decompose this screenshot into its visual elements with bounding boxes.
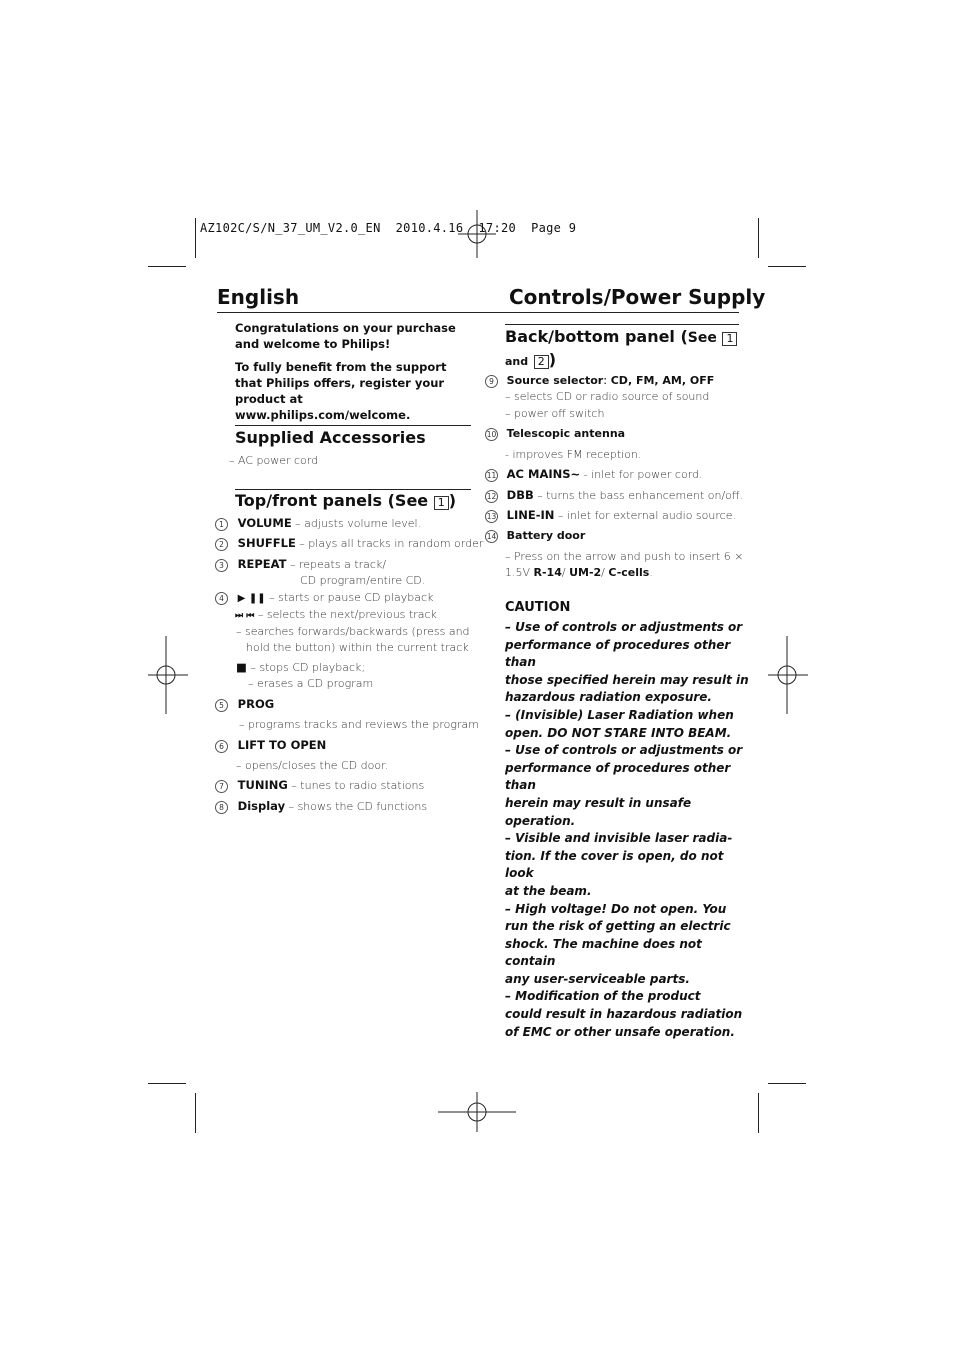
registration-mark-icon [148, 636, 188, 714]
back-bottom-heading-cont [505, 350, 556, 369]
caution-line: – Modification of the product [505, 989, 701, 1004]
caution-line: run the risk of getting an electric [505, 919, 731, 934]
item-number: 7 [215, 780, 228, 793]
item-desc-cont: – programs tracks and reviews the program [239, 718, 479, 731]
item-desc: – stops CD playback; [246, 661, 366, 674]
item-number: 11 [486, 471, 497, 480]
list-item [215, 589, 433, 607]
item-desc: – selects the next/previous track [254, 608, 437, 621]
crop-mark [768, 266, 806, 267]
item-desc-cont: – Press on the arrow and push to insert 6 × [505, 550, 744, 563]
crop-mark [758, 218, 759, 258]
list-item [236, 659, 365, 676]
caution-line: performance of procedures other than [505, 760, 731, 793]
figure-ref: 2 [534, 355, 549, 369]
crop-mark [195, 218, 196, 258]
caution-line: tion. If the cover is open, do not look [505, 848, 724, 881]
figure-ref: 1 [722, 332, 737, 346]
list-item [215, 777, 424, 794]
caution-line: – Visible and invisible laser radia- [505, 831, 733, 846]
item-number: 13 [486, 512, 497, 521]
list-item [485, 425, 625, 442]
item-desc: – repeats a track/ [286, 558, 387, 571]
list-item [215, 535, 483, 552]
crop-mark [758, 1093, 759, 1133]
list-item [215, 556, 386, 573]
item-desc: – plays all tracks in random order [295, 537, 484, 550]
crop-mark [195, 1093, 196, 1133]
item-desc-cont: hold the button) within the current track [246, 641, 469, 654]
section-rule [505, 324, 739, 325]
caution-line: open. DO NOT STARE INTO BEAM. [505, 725, 732, 740]
caution-line: – Use of controls or adjustments or [505, 743, 743, 758]
caution-line: could result in hazardous radiation [505, 1007, 743, 1022]
item-desc-cont: – opens/closes the CD door. [236, 759, 389, 772]
item-number: 5 [215, 699, 228, 712]
item-number: 3 [215, 559, 228, 572]
item-label: Telescopic antenna [506, 427, 626, 440]
list-item [215, 515, 421, 532]
item-desc-cont: CD program/entire CD. [300, 574, 426, 587]
item-label: SHUFFLE [237, 536, 296, 550]
list-item [485, 507, 736, 524]
list-item [485, 372, 714, 389]
see-text: See [687, 330, 717, 346]
item-label: VOLUME [237, 516, 292, 530]
item-label: LINE-IN [506, 508, 555, 522]
item-desc-cont: – selects CD or radio source of sound [505, 390, 710, 403]
accessories-heading: Supplied Accessories [235, 428, 426, 447]
list-item [485, 487, 743, 504]
item-label-values: CD, FM, AM, OFF [610, 374, 715, 387]
figure-ref: 1 [434, 496, 449, 510]
heading-close: ) [448, 491, 457, 510]
item-desc-cont: - improves FM reception. [505, 448, 642, 461]
item-desc: – inlet for external audio source. [554, 509, 736, 522]
caution-body [505, 619, 750, 1041]
voltage-text: 1.5V [505, 566, 534, 579]
caution-line: – (Invisible) Laser Radiation when [505, 707, 734, 722]
print-slug: AZ102C/S/N_37_UM_V2.0_EN 2010.4.16 17:20 Page 9 [200, 221, 577, 235]
caution-line: of EMC or other unsafe operation. [505, 1024, 735, 1039]
item-desc: – starts or pause CD playback [265, 591, 434, 604]
period: . [649, 566, 653, 579]
list-item [215, 798, 427, 815]
registration-mark-icon [768, 636, 808, 714]
item-number: 12 [486, 492, 497, 501]
item-desc: – tunes to radio stations [287, 779, 425, 792]
item-label: TUNING [237, 778, 288, 792]
play-pause-icon: ▶ ❚❚ [237, 593, 266, 604]
and-text: and [505, 355, 529, 368]
list-item [485, 527, 585, 544]
caution-line: those specified herein may result in [505, 672, 749, 687]
intro-register: To fully benefit from the support that Philips offers, register your product at www.philips.com/welcome. [235, 360, 447, 422]
item-desc-cont: – erases a CD program [248, 677, 374, 690]
cell-type: R-14 [533, 566, 562, 579]
caution-line: – High voltage! Do not open. You [505, 901, 727, 916]
item-label: PROG [237, 697, 275, 711]
crop-mark [148, 1083, 186, 1084]
slash: / [601, 566, 609, 579]
item-number: 10 [486, 430, 497, 439]
page-title-section: Controls/Power Supply [509, 285, 766, 309]
back-bottom-heading [505, 327, 737, 346]
caution-line: – Use of controls or adjustments or [505, 620, 743, 634]
crop-mark [148, 266, 186, 267]
top-front-heading [235, 491, 456, 510]
stop-icon: ■ [236, 660, 247, 674]
heading-close: ) [548, 350, 557, 369]
registration-mark-icon [438, 1092, 516, 1132]
item-label: DBB [506, 488, 534, 502]
cell-type: UM-2 [569, 566, 602, 579]
item-number: 9 [485, 375, 498, 388]
item-sep: : [603, 373, 611, 387]
title-rule [217, 312, 739, 313]
item-number: 4 [215, 592, 228, 605]
intro-welcome: Congratulations on your purchase and welcome to Philips! [235, 321, 456, 351]
section-rule [235, 425, 471, 426]
item-label: REPEAT [237, 557, 287, 571]
list-item [485, 466, 703, 483]
cell-type: C-cells [608, 566, 650, 579]
caution-heading: CAUTION [505, 600, 571, 615]
caution-line: any user-serviceable parts. [505, 971, 690, 986]
item-number: 1 [215, 518, 228, 531]
item-number: 14 [486, 532, 497, 541]
item-desc-cont: – power off switch [505, 407, 605, 420]
list-item [215, 696, 274, 713]
caution-line: herein may result in unsafe operation. [505, 795, 692, 828]
item-desc: – adjusts volume level. [291, 517, 422, 530]
item-desc: - inlet for power cord. [580, 468, 703, 481]
section-rule [235, 489, 471, 490]
item-desc-cont [505, 564, 653, 581]
item-label: AC MAINS~ [506, 467, 581, 481]
caution-line: hazardous radiation exposure. [505, 690, 712, 705]
item-number: 2 [215, 538, 228, 551]
skip-icon: ⏭ ⏮ [235, 611, 255, 621]
caution-line: at the beam. [505, 883, 592, 898]
crop-mark [768, 1083, 806, 1084]
item-label: Source selector [506, 374, 604, 387]
page-title-language: English [217, 285, 300, 309]
item-desc: – turns the bass enhancement on/off. [533, 489, 743, 502]
slash: / [561, 566, 570, 579]
item-label: Display [237, 799, 286, 813]
item-label: Battery door [506, 529, 586, 542]
back-bottom-heading-text: Back/bottom panel ( [505, 327, 688, 346]
item-number: 6 [215, 740, 228, 753]
caution-line: performance of procedures other than [505, 637, 731, 670]
top-front-heading-text: Top/front panels (See [235, 491, 429, 510]
item-label: LIFT TO OPEN [237, 738, 327, 752]
caution-line: shock. The machine does not contain [505, 936, 702, 969]
accessories-item: – AC power cord [229, 454, 319, 467]
item-desc-cont: – searches forwards/backwards (press and [236, 625, 470, 638]
item-number: 8 [215, 801, 228, 814]
item-desc: – shows the CD functions [285, 800, 428, 813]
list-item [215, 737, 326, 754]
